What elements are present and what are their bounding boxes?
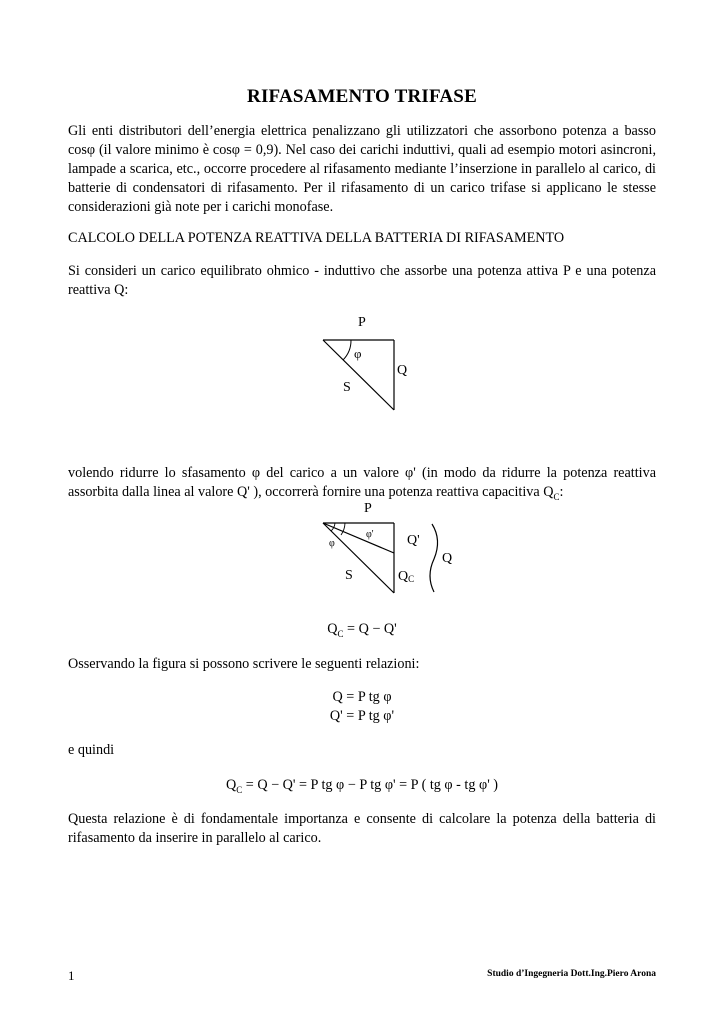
equation-q: Q = P tg φ xyxy=(332,689,392,705)
label-q: Q xyxy=(442,551,453,566)
label-qc-main: Q xyxy=(398,569,409,584)
equation-q-prime: Q' = P tg φ' xyxy=(329,708,395,724)
eq4-rest: = Q − Q' = P tg φ − P tg φ' = P ( tg φ - tg φ' ) xyxy=(242,777,499,793)
eq4-subscript: C xyxy=(236,784,243,795)
eq4-main: Q xyxy=(225,777,237,793)
label-phi: φ xyxy=(354,346,362,361)
equation-qc xyxy=(0,620,724,644)
compensation-triangle-figure xyxy=(300,496,470,596)
compensation-colon: : xyxy=(559,484,564,500)
eq1-subscript: C xyxy=(337,628,344,639)
compensation-text: volendo ridurre lo sfasamento φ del carico a un valore φ' (in modo da ridurre la potenza reattiva assorbita dalla linea al valore Q' ), occorrerà fornire una potenza reattiva capacitiva Q xyxy=(68,465,656,500)
section-heading: CALCOLO DELLA POTENZA REATTIVA DELLA BATTERIA DI RIFASAMENTO xyxy=(68,230,565,246)
label-q: Q xyxy=(397,363,408,378)
q-brace xyxy=(430,524,438,592)
intro-paragraph: Gli enti distributori dell’energia elettrica penalizzano gli utilizzatori che assorbono potenza a basso cosφ (il valore minimo è cosφ = 0,9). Nel caso dei carichi induttivi, quali ad esempio motori asincroni, lampade a scarica, etc., occorre procedere al rifasamento mediante l’inserzione in parallelo al carico, di batterie di condensatori di rifasamento. Per il rifasamento di un carico trifase si applicano le stesse considerazioni già note per i carichi monofase. xyxy=(68,123,656,215)
s-side xyxy=(323,523,394,593)
power-triangle-figure xyxy=(300,308,430,418)
label-s: S xyxy=(343,380,351,395)
eq1-main: Q xyxy=(327,621,338,637)
label-s: S xyxy=(345,568,353,583)
relations-intro: Osservando la figura si possono scrivere le seguenti relazioni: xyxy=(68,656,420,672)
footer-studio: Studio d’Ingegneria Dott.Ing.Piero Arona xyxy=(487,969,656,979)
label-qc-sub: C xyxy=(408,574,415,584)
label-phi: φ xyxy=(329,538,335,549)
label-qc xyxy=(398,569,414,584)
eq1-rest: = Q − Q' xyxy=(343,621,397,637)
label-p: P xyxy=(364,501,372,516)
load-description-paragraph: Si consideri un carico equilibrato ohmico - induttivo che assorbe una potenza attiva P e una potenza reattiva Q: xyxy=(68,263,656,298)
e-quindi-text: e quindi xyxy=(68,742,115,758)
conclusion-paragraph: Questa relazione è di fondamentale importanza e consente di calcolare la potenza della batteria di rifasamento da inserire in parallelo al carico. xyxy=(68,811,656,846)
label-p: P xyxy=(358,315,366,330)
equation-qc-full xyxy=(0,776,724,800)
page-number: 1 xyxy=(68,968,75,983)
compensation-subscript: C xyxy=(553,491,560,502)
phi-arc xyxy=(343,340,351,360)
label-phi-prime: φ' xyxy=(366,529,374,540)
phi-prime-arc xyxy=(341,523,345,535)
page-title: RIFASAMENTO TRIFASE xyxy=(247,86,477,107)
label-q-prime: Q' xyxy=(407,533,420,548)
